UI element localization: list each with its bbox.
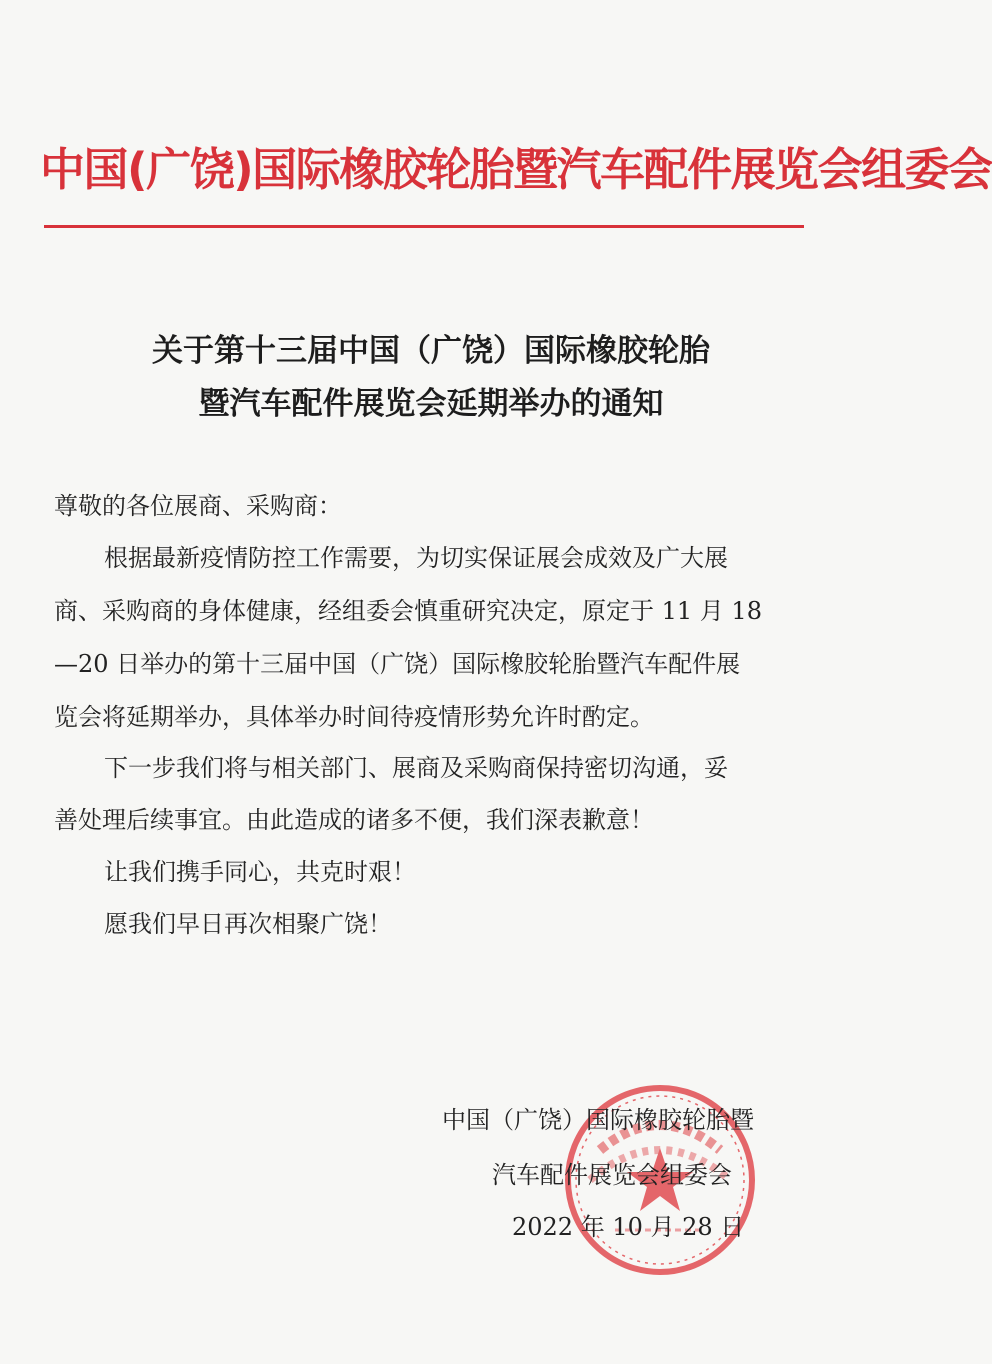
signature-org-line-1: 中国（广饶）国际橡胶轮胎暨 bbox=[442, 1106, 754, 1134]
paragraph-line: 让我们携手同心，共克时艰！ bbox=[104, 858, 416, 886]
salutation: 尊敬的各位展商、采购商： bbox=[54, 492, 342, 520]
paragraph-line: —20 日举办的第十三届中国（广饶）国际橡胶轮胎暨汽车配件展 bbox=[54, 650, 741, 678]
notice-title-line-1: 关于第十三届中国（广饶）国际橡胶轮胎 bbox=[152, 333, 710, 369]
letterhead-red-rule bbox=[44, 225, 804, 228]
notice-title-line-2: 暨汽车配件展览会延期举办的通知 bbox=[198, 386, 664, 422]
letterhead-title: 中国(广饶)国际橡胶轮胎暨汽车配件展览会组委会 bbox=[40, 143, 992, 196]
paragraph-line: 愿我们早日再次相聚广饶！ bbox=[104, 910, 392, 938]
paragraph-line: 善处理后续事宜。由此造成的诸多不便，我们深表歉意！ bbox=[54, 806, 654, 834]
paragraph-line: 下一步我们将与相关部门、展商及采购商保持密切沟通，妥 bbox=[104, 754, 728, 782]
paragraph-line: 览会将延期举办，具体举办时间待疫情形势允许时酌定。 bbox=[54, 703, 654, 731]
signature-date: 2022 年 10 月 28 日 bbox=[512, 1213, 745, 1241]
paragraph-line: 商、采购商的身体健康，经组委会慎重研究决定，原定于 11 月 18 bbox=[54, 597, 762, 625]
signature-org-line-2: 汽车配件展览会组委会 bbox=[492, 1161, 732, 1189]
paragraph-line: 根据最新疫情防控工作需要，为切实保证展会成效及广大展 bbox=[104, 544, 728, 572]
